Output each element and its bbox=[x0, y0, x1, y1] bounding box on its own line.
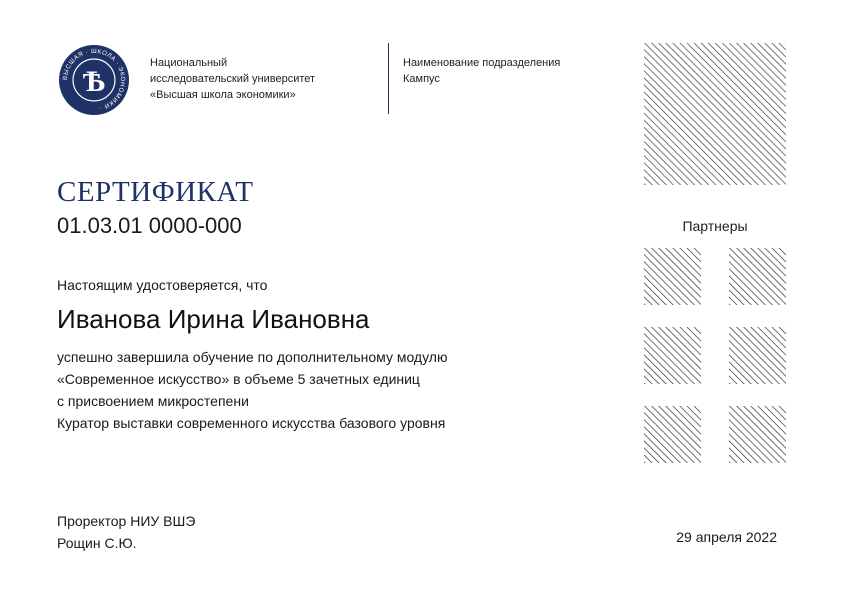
partner-logo-placeholder bbox=[729, 248, 786, 305]
signatory-name: Рощин С.Ю. bbox=[57, 535, 137, 551]
hse-logo bbox=[58, 44, 130, 116]
partner-logo-placeholder bbox=[729, 327, 786, 384]
description-line: с присвоением микростепени bbox=[57, 393, 249, 409]
logo-emblem-letter: Ѣ bbox=[82, 65, 106, 98]
description-line: «Современное искусство» в объеме 5 зачетных единиц bbox=[57, 371, 420, 387]
logo-ring-text: ВЫСШАЯ · ШКОЛА · ЭКОНОМИКИ · bbox=[61, 47, 127, 112]
qualification-title: Куратор выставки современного искусства базового уровня bbox=[57, 415, 446, 431]
partner-logo-placeholder bbox=[644, 327, 701, 384]
organization-name bbox=[150, 55, 315, 103]
certificate-title: СЕРТИФИКАТ bbox=[57, 176, 254, 208]
partners-label: Партнеры bbox=[682, 218, 748, 234]
org-line: исследовательский университет bbox=[150, 73, 316, 85]
header-divider bbox=[388, 43, 389, 114]
campus-name: Кампус bbox=[403, 73, 440, 85]
partner-logo-placeholder bbox=[644, 406, 701, 463]
department-name: Наименование подразделения bbox=[403, 57, 561, 69]
partner-logo-placeholder bbox=[644, 248, 701, 305]
completion-description bbox=[57, 346, 447, 434]
partner-logo-placeholder bbox=[729, 406, 786, 463]
certify-text: Настоящим удостоверяется, что bbox=[57, 277, 268, 293]
recipient-name: Иванова Ирина Ивановна bbox=[57, 304, 370, 334]
description-line: успешно завершила обучение по дополнительному модулю bbox=[57, 349, 448, 365]
certificate-number: 01.03.01 0000-000 bbox=[57, 213, 242, 238]
org-line: «Высшая школа экономики» bbox=[150, 89, 296, 101]
signatory bbox=[57, 510, 195, 554]
issue-date: 29 апреля 2022 bbox=[676, 529, 777, 545]
signatory-position: Проректор НИУ ВШЭ bbox=[57, 513, 196, 529]
org-line: Национальный bbox=[150, 57, 228, 69]
department-info bbox=[403, 55, 560, 87]
main-partner-logo-placeholder bbox=[644, 43, 786, 185]
